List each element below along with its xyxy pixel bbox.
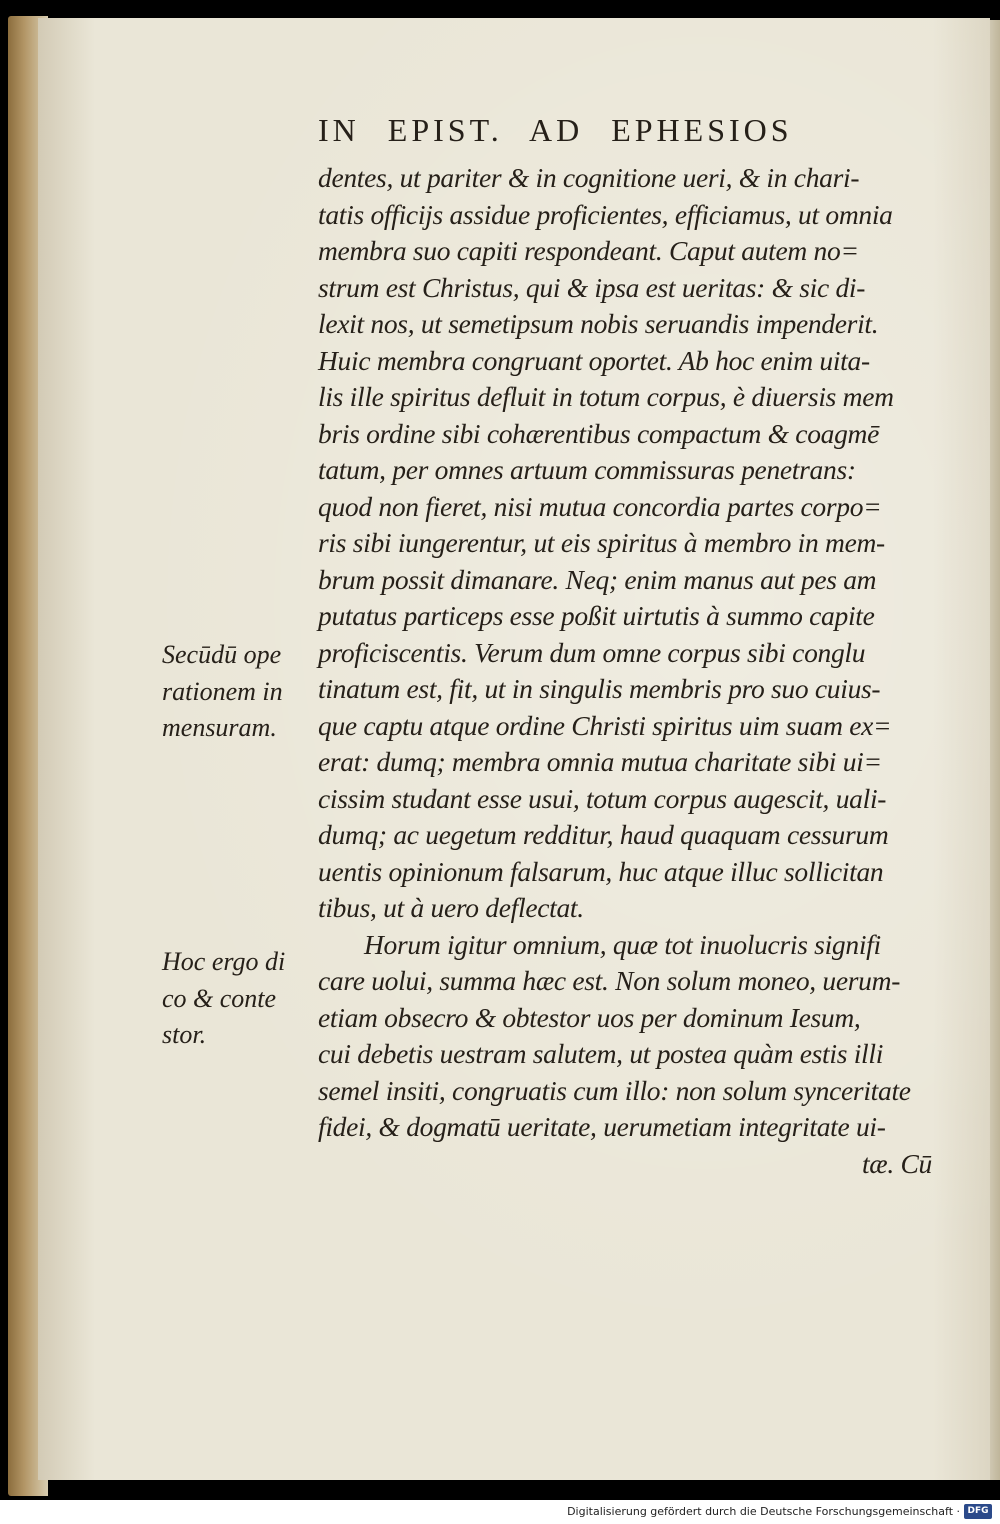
main-text-block (318, 160, 938, 1182)
text-line: etiam obsecro & obtestor uos per dominum Iesum, (318, 1001, 861, 1033)
marginal-note-line: Secūdū ope (162, 640, 282, 669)
text-line: quod non fieret, nisi mutua concordia partes corpo= (318, 490, 882, 522)
text-line: tatis officijs assidue proficientes, efficiamus, ut omnia (318, 198, 893, 230)
marginal-note-line: mensuram. (162, 713, 277, 742)
text-line: erat: dumq; membra omnia mutua charitate sibi ui= (318, 746, 882, 777)
text-line: lexit nos, ut semetipsum nobis seruandis impenderit. (318, 308, 879, 339)
marginal-note-line: co & conte (162, 983, 277, 1013)
text-line: care uolui, summa hæc est. Non solum moneo, uerum- (318, 965, 901, 996)
catchword-line: tæ. Cū (861, 1147, 932, 1179)
text-line: putatus particeps esse poßit uirtutis à summo capite (318, 600, 875, 631)
text-line: que captu atque ordine Christi spiritus uim suam ex= (318, 709, 892, 741)
marginal-note (162, 944, 314, 1054)
text-line: fidei, & dogmatū ueritate, uerumetiam integritate ui- (318, 1111, 886, 1142)
running-head: IN EPIST. AD EPHESIOS (318, 112, 793, 148)
text-line: tinatum est, fit, ut in singulis membris pro suo cuius- (318, 673, 881, 704)
text-line: tatum, per omnes artuum commissuras penetrans: (318, 454, 856, 485)
marginal-note-line: rationem in (162, 676, 283, 706)
text-line: cissim studant esse usui, totum corpus augescit, uali- (318, 782, 887, 814)
text-line: bris ordine sibi cohærentibus compactum & coagmē (318, 417, 880, 449)
text-line: strum est Christus, qui & ipsa est ueritas: & sic di- (318, 271, 866, 303)
footer-bar (0, 1500, 1000, 1524)
text-line: Huic membra congruant oportet. Ab hoc enim uita- (318, 344, 870, 376)
text-line: dentes, ut pariter & in cognitione ueri, & in chari- (318, 162, 860, 193)
text-line: brum possit dimanare. Neq; enim manus aut pes am (318, 563, 877, 595)
text-line: semel insiti, congruatis cum illo: non solum synceritate (318, 1074, 911, 1106)
text-line: dumq; ac uegetum redditur, haud quaquam cessurum (318, 819, 889, 850)
text-line: uentis opinionum falsarum, huc atque illuc sollicitan (318, 855, 884, 887)
text-line: lis ille spiritus defluit in totum corpus, è diuersis mem (318, 381, 894, 412)
funding-credit: Digitalisierung gefördert durch die Deutsche Forschungsgemeinschaft · (567, 1505, 960, 1518)
text-line: proficiscentis. Verum dum omne corpus sibi conglu (318, 636, 866, 668)
text-line: ris sibi iungerentur, ut eis spiritus à membro in mem- (318, 527, 885, 558)
dfg-logo-icon: DFG (964, 1504, 992, 1519)
marginal-note-line: stor. (162, 1020, 207, 1049)
paragraph-start-line: Horum igitur omnium, quæ tot inuolucris signifi (364, 928, 881, 960)
text-line: tibus, ut à uero deflectat. (318, 892, 584, 923)
marginal-note (162, 637, 314, 747)
text-line: cui debetis uestram salutem, ut postea quàm estis illi (318, 1038, 884, 1069)
marginal-note-line: Hoc ergo di (162, 947, 286, 976)
text-line: membra suo capiti respondeant. Caput autem no= (318, 235, 859, 266)
